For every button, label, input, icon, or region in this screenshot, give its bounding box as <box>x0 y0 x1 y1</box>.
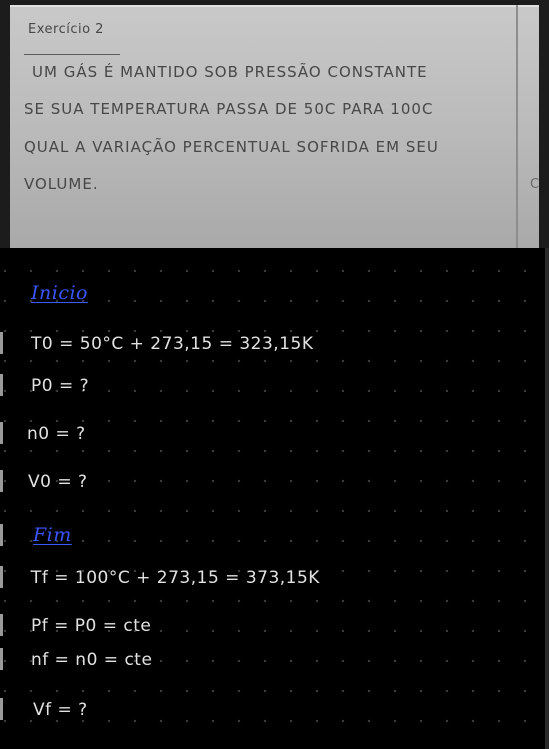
scrollbar[interactable] <box>545 248 549 749</box>
notes-canvas[interactable] <box>0 248 549 749</box>
line-marker <box>0 614 3 636</box>
line-marker <box>0 648 3 670</box>
exercise-line-1: UM GÁS É MANTIDO SOB PRESSÃO CONSTANTE <box>32 63 428 81</box>
final-temperature: Tf = 100°C + 273,15 = 373,15K <box>31 568 320 588</box>
exercise-photo <box>10 5 539 248</box>
exercise-title: Exercício 2 <box>28 22 104 37</box>
heading-inicio: Inicio <box>31 282 88 304</box>
line-marker <box>0 374 3 396</box>
final-volume: Vf = ? <box>33 700 88 720</box>
initial-pressure: P0 = ? <box>31 376 90 396</box>
heading-fim: Fim <box>33 524 72 546</box>
line-marker <box>0 422 3 444</box>
exercise-line-2: SE SUA TEMPERATURA PASSA DE 50C PARA 100C <box>24 100 434 118</box>
paper-edge <box>516 5 518 248</box>
exercise-line-3: QUAL A VARIAÇÃO PERCENTUAL SOFRIDA EM SEU <box>24 138 439 156</box>
initial-volume: V0 = ? <box>28 472 88 492</box>
initial-moles: n0 = ? <box>27 424 86 444</box>
line-marker <box>0 332 3 354</box>
final-pressure: Pf = P0 = cte <box>31 616 152 636</box>
edge-character: C <box>530 177 539 192</box>
exercise-line-4: VOLUME. <box>24 175 99 193</box>
line-marker <box>0 524 3 546</box>
final-moles: nf = n0 = cte <box>31 650 153 670</box>
line-marker <box>0 566 3 588</box>
line-marker <box>0 470 3 492</box>
title-underline <box>24 54 120 55</box>
line-marker <box>0 698 3 720</box>
photo-top-edge <box>10 5 539 7</box>
initial-temperature: T0 = 50°C + 273,15 = 323,15K <box>31 334 314 354</box>
